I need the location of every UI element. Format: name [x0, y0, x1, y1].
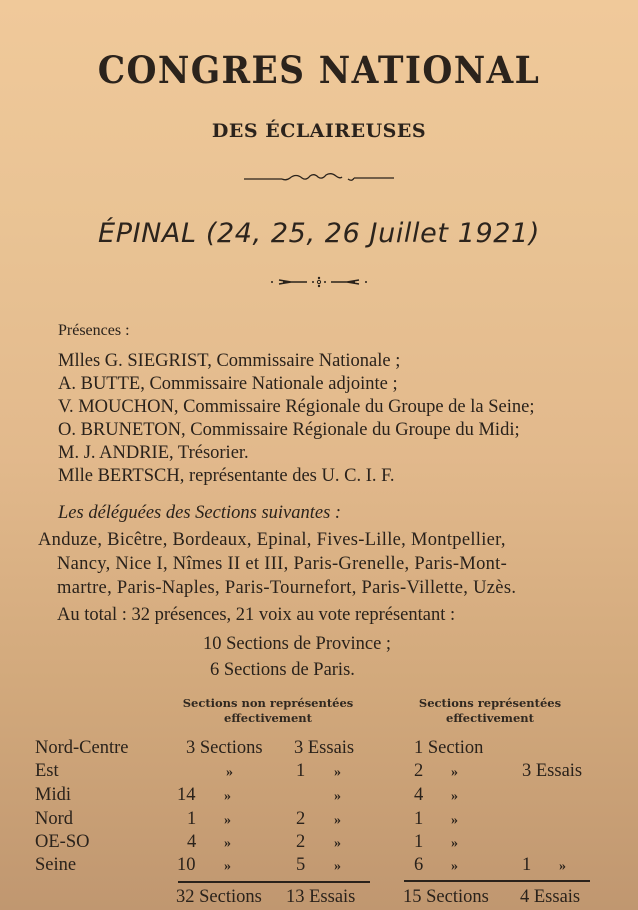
row-region: Est: [35, 761, 59, 781]
presences-label: Présences :: [58, 322, 130, 339]
header-represented-line1: Sections représentées: [418, 696, 562, 710]
ditto-mark: »: [334, 859, 341, 874]
header-non-represented-line2: effectivement: [224, 711, 312, 725]
document-subtitle: DES ÉCLAIREUSES: [211, 120, 427, 142]
row-region: Seine: [35, 855, 77, 875]
ditto-mark: »: [226, 765, 233, 780]
r-sections-num: 6: [414, 855, 424, 875]
header-non-represented-line1: Sections non représentées: [182, 696, 354, 710]
presence-line: M. J. ANDRIE, Trésorier.: [58, 443, 249, 463]
ditto-mark: »: [451, 813, 458, 828]
ditto-mark: »: [451, 836, 458, 851]
nr-essais: 3 Essais: [294, 738, 355, 758]
totals-paris: 6 Sections de Paris.: [210, 660, 355, 680]
row-region: OE-SO: [35, 832, 90, 852]
place-and-date: ÉPINAL (24, 25, 26 Juillet 1921): [98, 218, 540, 249]
ditto-mark: »: [334, 765, 341, 780]
delegates-line: Nancy, Nice I, Nîmes II et III, Paris-Grenelle, Paris-Mont-: [57, 554, 508, 574]
ditto-mark: »: [224, 836, 231, 851]
nr-sections-num: 14: [177, 785, 196, 805]
ditto-mark: »: [334, 813, 341, 828]
r-sections: 1 Section: [414, 738, 484, 758]
nr-essais-num: 2: [296, 809, 306, 829]
header-represented-line2: effectivement: [446, 711, 534, 725]
nr-essais-num: 1: [296, 761, 306, 781]
ditto-mark: »: [224, 859, 231, 874]
r-sections-num: 1: [414, 832, 424, 852]
presence-line: A. BUTTE, Commissaire Nationale adjointe ;: [58, 374, 398, 394]
delegates-line: martre, Paris-Naples, Paris-Tournefort, Paris-Villette, Uzès.: [57, 578, 517, 598]
r-essais: 3 Essais: [522, 761, 583, 781]
presence-line: Mlle BERTSCH, représentante des U. C. I. F.: [58, 466, 395, 486]
document-title: CONGRES NATIONAL: [97, 48, 541, 92]
ditto-mark: »: [451, 789, 458, 804]
r-essais-num: 1: [522, 855, 532, 875]
presence-line: O. BRUNETON, Commissaire Régionale du Groupe du Midi;: [58, 420, 520, 440]
ornament-divider-bottom: [0, 274, 638, 293]
ditto-mark: »: [334, 836, 341, 851]
ditto-mark: »: [451, 859, 458, 874]
nr-sections-num: 1: [187, 809, 197, 829]
delegates-label: Les déléguées des Sections suivantes :: [58, 503, 342, 523]
row-region: Midi: [35, 785, 71, 805]
ornament-divider-top: [0, 170, 638, 189]
nr-sections: 3 Sections: [186, 738, 263, 758]
r-sections-num: 4: [414, 785, 424, 805]
r-sections-num: 2: [414, 761, 424, 781]
ditto-mark: »: [224, 813, 231, 828]
ditto-mark: »: [451, 765, 458, 780]
totals-line: Au total : 32 présences, 21 voix au vote représentant :: [57, 605, 456, 625]
header-non-represented: [168, 696, 368, 726]
row-region: Nord-Centre: [35, 738, 129, 758]
ditto-mark: »: [334, 789, 341, 804]
nr-sections-num: 4: [187, 832, 197, 852]
total-nr-essais: 13 Essais: [286, 887, 356, 907]
row-region: Nord: [35, 809, 74, 829]
presence-line: V. MOUCHON, Commissaire Régionale du Groupe de la Seine;: [58, 397, 535, 417]
sum-rule-non-represented: [178, 881, 370, 883]
delegates-line: Anduze, Bicêtre, Bordeaux, Epinal, Fives-Lille, Montpellier,: [38, 530, 506, 550]
totals-province: 10 Sections de Province ;: [203, 634, 392, 654]
nr-essais-num: 5: [296, 855, 306, 875]
total-r-sections: 15 Sections: [403, 887, 489, 907]
ditto-mark: »: [224, 789, 231, 804]
presence-line: Mlles G. SIEGRIST, Commissaire Nationale ;: [58, 351, 401, 371]
nr-essais-num: 2: [296, 832, 306, 852]
total-nr-sections: 32 Sections: [176, 887, 262, 907]
ditto-mark: »: [559, 859, 566, 874]
header-represented: [405, 696, 575, 726]
nr-sections-num: 10: [177, 855, 196, 875]
sum-rule-represented: [404, 880, 590, 882]
total-r-essais: 4 Essais: [520, 887, 581, 907]
r-sections-num: 1: [414, 809, 424, 829]
